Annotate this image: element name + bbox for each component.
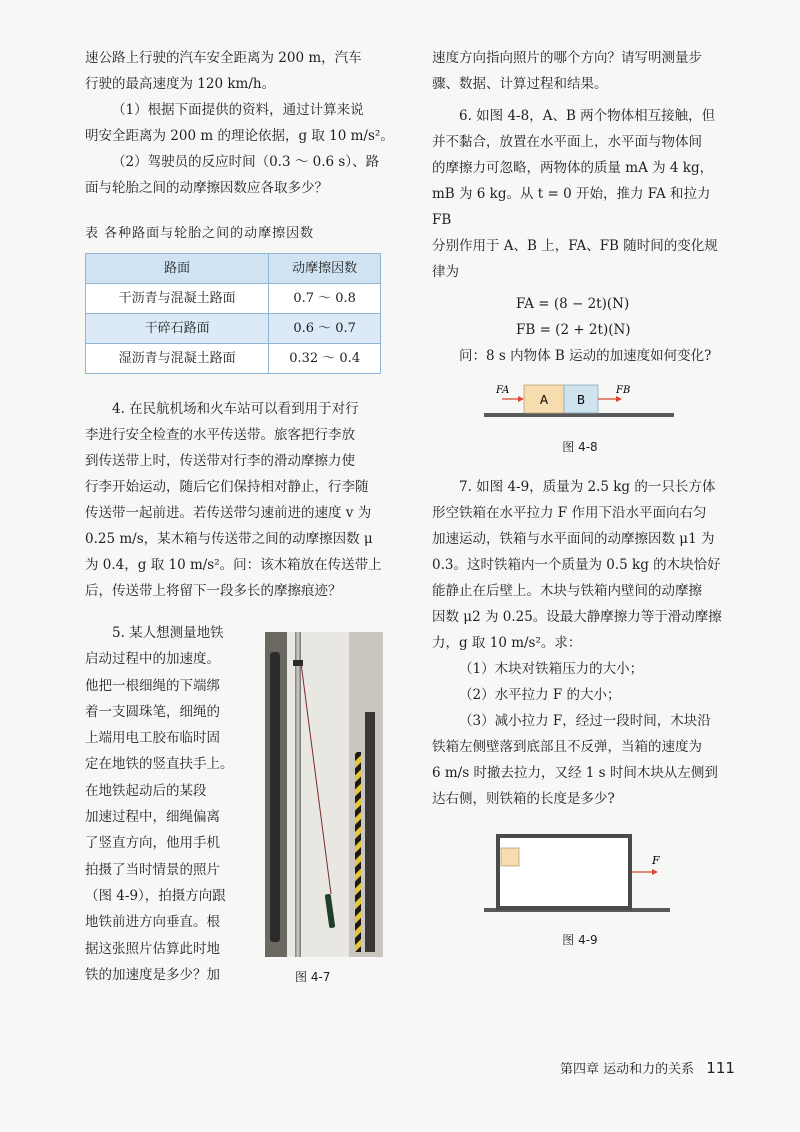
question-5-line: 据这张照片估算此时地 (85, 940, 220, 957)
question-5-line: 5. 某人想测量地铁 (112, 625, 224, 641)
question-6-line: 6. 如图 4-8，A、B 两个物体相互接触，但 (459, 108, 716, 124)
question-5-line: 定在地铁的竖直扶手上。 (85, 756, 234, 773)
block-b-label: B (576, 393, 586, 407)
question-7-sub-3-line: 达右侧，则铁箱的长度是多少? (432, 791, 615, 807)
question-7-sub-1: （1）木块对铁箱压力的大小； (459, 661, 644, 677)
table-row (86, 314, 381, 344)
question-4-line: 为 0.4，g 取 10 m/s²。问：该木箱放在传送带上 (85, 557, 382, 573)
question-4-line: 传送带一起前进。若传送带匀速前进的速度 v 为 (85, 505, 372, 521)
question-5-line: 启动过程中的加速度。 (85, 651, 220, 668)
block-a-label: A (539, 393, 549, 407)
table-header-cell: 动摩擦因数 (269, 254, 381, 284)
figure-4-7-caption: 图 4-7 (295, 970, 331, 984)
question-4-line: 0.25 m/s，某木箱与传送带之间的动摩擦因数 μ (85, 531, 373, 547)
table-cell: 0.7 ～ 0.8 (269, 284, 381, 314)
question-7-line: 形空铁箱在水平拉力 F 作用下沿水平面向右匀 (432, 505, 707, 521)
table-cell: 干沥青与混凝土路面 (86, 284, 269, 314)
question-5-line: 他把一根细绳的下端绑 (85, 677, 220, 694)
question-5-line: 地铁前进方向垂直。根 (85, 914, 220, 931)
question-7-line: 能静止在后壁上。木块与铁箱内壁间的动摩擦 (432, 583, 702, 599)
force-fa-label: FA (496, 385, 510, 396)
question-6-line: mB 为 6 kg。从 t = 0 开始，推力 FA 和拉力 FB (432, 186, 711, 228)
question-2-line: 面与轮胎之间的动摩擦因数应各取多少？ (85, 180, 328, 196)
left-column (85, 45, 415, 604)
question-7-line: 因数 μ2 为 0.25。设最大静摩擦力等于滑动摩擦 (432, 609, 722, 625)
table-header-row (86, 254, 381, 284)
question-7 (432, 474, 728, 812)
subway-photo (265, 632, 383, 957)
page-footer (560, 1058, 735, 1077)
question-5-line: 着一支圆珠笔，细绳的 (85, 703, 220, 720)
question-2-line: （2）驾驶员的反应时间（0.3 ～ 0.6 s）、路 (112, 154, 380, 170)
question-5-line: 上端用电工胶布临时固 (85, 730, 220, 747)
table-header-cell: 路面 (86, 254, 269, 284)
question-6 (432, 103, 728, 369)
question-5-line: 在地铁起动后的某段 (85, 782, 207, 799)
question-5 (85, 620, 255, 988)
question-5-continued-line: 速度方向指向照片的哪个方向？请写明测量步 (432, 50, 702, 66)
question-5-line: （图 4-9），拍摄方向跟 (85, 887, 226, 904)
question-6-line: 分别作用于 A、B 上，FA、FB 随时间的变化规 (432, 238, 718, 254)
force-f-label: F (652, 854, 660, 867)
question-5-line: 铁的加速度是多少？加 (85, 966, 220, 983)
formula-fa: FA = (8 − 2t)(N) (516, 296, 630, 312)
chapter-title: 第四章 运动和力的关系 (560, 1062, 695, 1077)
question-7-line: 力，g 取 10 m/s²。求： (432, 635, 582, 651)
question-4-line: 后，传送带上将留下一段多长的摩擦痕迹？ (85, 583, 342, 599)
question-6-line: 的摩擦力可忽略，两物体的质量 mA 为 4 kg， (432, 160, 714, 176)
figure-4-9 (432, 832, 728, 927)
force-fb-label: FB (616, 385, 631, 396)
question-5-continued-line: 骤、数据、计算过程和结果。 (432, 76, 608, 92)
question-5-line: 拍摄了当时情景的照片 (85, 861, 220, 878)
table-title: 表 各种路面与轮胎之间的动摩擦因数 (85, 226, 315, 241)
figure-4-8 (432, 379, 728, 434)
question-7-sub-2: （2）水平拉力 F 的大小； (459, 687, 621, 703)
question-6-line: 并不黏合，放置在水平面上，水平面与物体间 (432, 134, 702, 150)
friction-table (85, 253, 381, 374)
question-7-sub-3-line: 铁箱左侧壁落到底部且不反弹，当箱的速度为 (432, 739, 702, 755)
table-row (86, 284, 381, 314)
figure-4-8-caption: 图 4-8 (562, 440, 598, 454)
question-5-line: 了竖直方向，他用手机 (85, 835, 220, 852)
question-7-sub-3-line: （3）减小拉力 F，经过一段时间，木块沿 (459, 713, 711, 729)
figure-4-9-caption: 图 4-9 (562, 933, 598, 947)
question-1-line: 明安全距离为 200 m 的理论依据，g 取 10 m/s²。 (85, 128, 394, 144)
question-1-line: （1）根据下面提供的资料，通过计算来说 (112, 102, 364, 118)
question-7-line: 加速运动，铁箱与水平面间的动摩擦因数 μ1 为 (432, 531, 715, 547)
question-4-line: 李进行安全检查的水平传送带。旅客把行李放 (85, 427, 355, 443)
question-7-line: 0.3。这时铁箱内一个质量为 0.5 kg 的木块恰好 (432, 557, 721, 573)
intro-line: 行驶的最高速度为 120 km/h。 (85, 76, 276, 92)
question-4-line: 4. 在民航机场和火车站可以看到用于对行 (112, 401, 359, 417)
right-column (432, 45, 728, 953)
question-4 (85, 396, 415, 604)
question-4-line: 到传送带上时，传送带对行李的滑动摩擦力使 (85, 453, 355, 469)
table-cell: 干碎石路面 (86, 314, 269, 344)
question-6-ask: 问：8 s 内物体 B 运动的加速度如何变化? (459, 348, 712, 364)
question-5-line: 加速过程中，细绳偏离 (85, 809, 220, 826)
table-cell: 湿沥青与混凝土路面 (86, 344, 269, 374)
question-6-line: 律为 (432, 264, 459, 280)
intro-line: 速公路上行驶的汽车安全距离为 200 m，汽车 (85, 50, 362, 66)
question-4-line: 行李开始运动，随后它们保持相对静止，行李随 (85, 479, 369, 495)
question-7-sub-3-line: 6 m/s 时撤去拉力，又经 1 s 时间木块从左侧到 (432, 765, 718, 781)
table-cell: 0.32 ～ 0.4 (269, 344, 381, 374)
question-7-line: 7. 如图 4-9，质量为 2.5 kg 的一只长方体 (459, 479, 716, 495)
table-cell: 0.6 ～ 0.7 (269, 314, 381, 344)
formula-fb: FB = (2 + 2t)(N) (516, 322, 631, 338)
page-number: 111 (706, 1059, 735, 1077)
table-row (86, 344, 381, 374)
